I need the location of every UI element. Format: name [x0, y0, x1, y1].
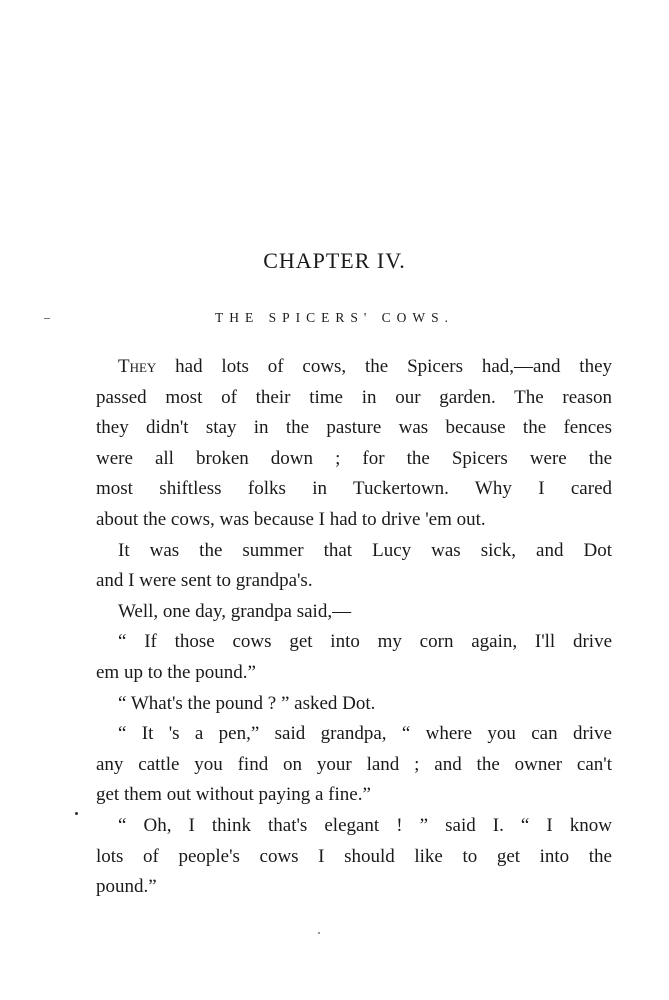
text-line: “ Oh, I think that's elegant ! ” said I. “ I know — [118, 814, 612, 836]
text-line: “ If those cows get into my corn again, I'll drive — [118, 631, 612, 653]
text-line: were all broken down ; for the Spicers were the — [96, 447, 612, 469]
text-line: get them out without paying a fine.” — [96, 784, 371, 806]
page-speck — [318, 932, 320, 934]
text-line: It was the summer that Lucy was sick, and Dot — [118, 539, 612, 561]
text-line: em up to the pound.” — [96, 661, 256, 683]
text-line: “ What's the pound ? ” asked Dot. — [118, 692, 376, 714]
text-line: passed most of their time in our garden. The reason — [96, 386, 612, 408]
text-line — [96, 352, 612, 383]
chapter-title: CHAPTER IV. — [263, 248, 406, 273]
text-line: Well, one day, grandpa said,— — [118, 600, 352, 622]
text-line: “ It 's a pen,” said grandpa, “ where you can drive — [118, 723, 612, 745]
margin-dot — [75, 812, 78, 815]
text-line: lots of people's cows I should like to get into the — [96, 845, 612, 867]
chapter-subtitle: THE SPICERS' COWS. — [214, 310, 455, 325]
text-line: about the cows, was because I had to drive 'em out. — [96, 508, 486, 530]
text-line: any cattle you find on your land ; and the owner can't — [96, 753, 612, 775]
text-line: pound.” — [96, 876, 157, 898]
text-line: they didn't stay in the pasture was because the fences — [96, 417, 612, 439]
text-line: most shiftless folks in Tuckertown. Why I cared — [96, 478, 612, 500]
text-line-content: had lots of cows, the Spicers had,—and they — [156, 356, 612, 377]
text-line: and I were sent to grandpa's. — [96, 570, 313, 592]
chapter-body — [96, 352, 612, 903]
small-caps-lead-word: They — [118, 356, 157, 377]
